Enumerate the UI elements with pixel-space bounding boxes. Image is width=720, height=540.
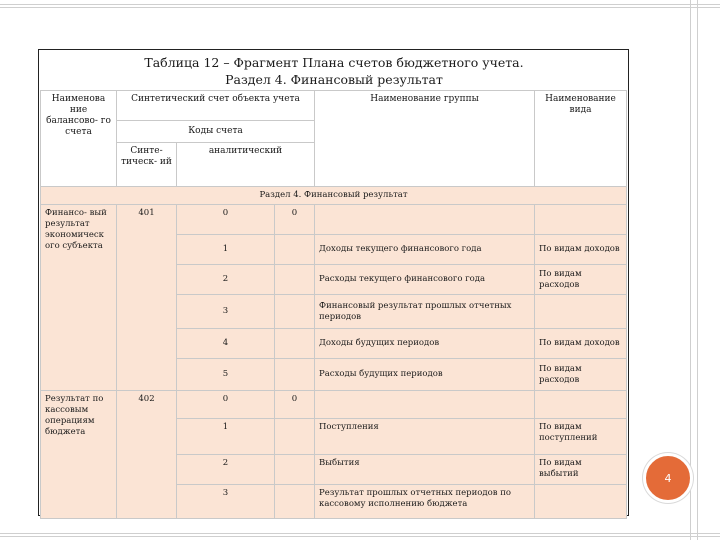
group-cell: 2 xyxy=(177,455,275,485)
type-name-cell: По видам выбытий xyxy=(535,455,627,485)
group-cell: 1 xyxy=(177,235,275,265)
account-code: 401 xyxy=(117,205,177,391)
table-row xyxy=(41,391,627,419)
group-name-cell: Расходы будущих периодов xyxy=(315,359,535,391)
header-account-codes: Коды счета xyxy=(117,121,315,143)
type-cell xyxy=(275,419,315,455)
group-name-cell xyxy=(315,391,535,419)
group-name-cell xyxy=(315,205,535,235)
type-cell xyxy=(275,265,315,295)
section-title: Раздел 4. Финансовый результат xyxy=(41,187,627,205)
type-name-cell: По видам поступлений xyxy=(535,419,627,455)
caption-line-1: Таблица 12 – Фрагмент Плана счетов бюджетного учета. xyxy=(144,55,524,70)
type-cell xyxy=(275,295,315,329)
decor-line xyxy=(0,536,720,537)
group-name-cell: Доходы текущего финансового года xyxy=(315,235,535,265)
group-cell: 3 xyxy=(177,295,275,329)
page-number-badge: 4 xyxy=(643,453,693,503)
group-name-cell: Доходы будущих периодов xyxy=(315,329,535,359)
type-cell xyxy=(275,359,315,391)
header-balance-account-name: Наименова ние балансово- го счета xyxy=(41,91,117,187)
group-name-cell: Поступления xyxy=(315,419,535,455)
account-name: Результат по кассовым операциям бюджета xyxy=(41,391,117,519)
type-name-cell: По видам доходов xyxy=(535,235,627,265)
caption-line-2: Раздел 4. Финансовый результат xyxy=(225,72,443,87)
type-cell xyxy=(275,455,315,485)
group-cell: 0 xyxy=(177,205,275,235)
group-cell: 3 xyxy=(177,485,275,519)
decor-line xyxy=(0,533,720,534)
table-caption xyxy=(40,54,628,88)
type-name-cell xyxy=(535,485,627,519)
type-cell: 0 xyxy=(275,205,315,235)
header-synthetic-account: Синтетический счет объекта учета xyxy=(117,91,315,121)
header-analytical: аналитический xyxy=(177,143,315,187)
decor-vertical-bar xyxy=(690,0,698,540)
group-name-cell: Финансовый результат прошлых отчетных периодов xyxy=(315,295,535,329)
header-group-name: Наименование группы xyxy=(315,91,535,187)
group-cell: 4 xyxy=(177,329,275,359)
type-name-cell xyxy=(535,391,627,419)
account-name: Финансо- вый результат экономическ ого субъекта xyxy=(41,205,117,391)
group-cell: 5 xyxy=(177,359,275,391)
type-cell xyxy=(275,329,315,359)
type-name-cell xyxy=(535,295,627,329)
type-name-cell: По видам доходов xyxy=(535,329,627,359)
type-name-cell: По видам расходов xyxy=(535,359,627,391)
type-cell xyxy=(275,235,315,265)
header-synthetic: Синте- тическ- ий xyxy=(117,143,177,187)
decor-line xyxy=(0,4,720,5)
group-name-cell: Расходы текущего финансового года xyxy=(315,265,535,295)
decor-line xyxy=(0,7,720,8)
account-code: 402 xyxy=(117,391,177,519)
type-cell xyxy=(275,485,315,519)
group-name-cell: Результат прошлых отчетных периодов по кассовому исполнению бюджета xyxy=(315,485,535,519)
type-name-cell xyxy=(535,205,627,235)
header-type-name: Наименование вида xyxy=(535,91,627,187)
type-cell: 0 xyxy=(275,391,315,419)
type-name-cell: По видам расходов xyxy=(535,265,627,295)
group-cell: 2 xyxy=(177,265,275,295)
group-cell: 0 xyxy=(177,391,275,419)
group-cell: 1 xyxy=(177,419,275,455)
group-name-cell: Выбытия xyxy=(315,455,535,485)
chart-of-accounts-table xyxy=(40,90,627,519)
table-row xyxy=(41,205,627,235)
